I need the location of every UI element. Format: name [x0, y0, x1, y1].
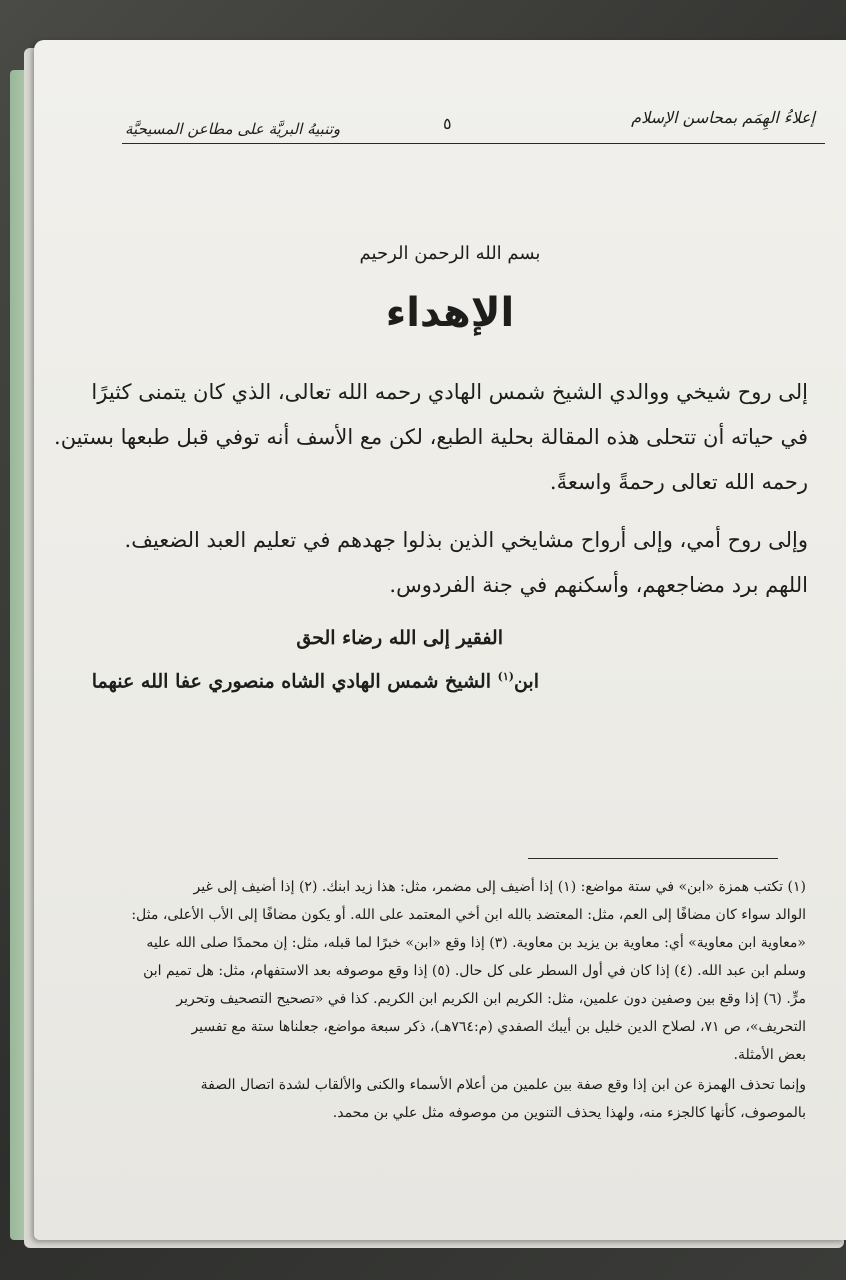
footnote-line: مرٍّ. (٦) إذا وقع بين وصفين دون علمين، مثل: الكريم ابن الكريم ابن الكريم. كذا في «تصحيح التصحيف وتحرير: [176, 991, 806, 1007]
basmala: بسم الله الرحمن الرحيم: [359, 243, 541, 264]
running-header: [125, 104, 825, 140]
text-line: إلى روح شيخي ووالدي الشيخ شمس الهادي رحمه الله تعالى، الذي كان يتمنى كثيرًا: [91, 380, 808, 404]
page-title: الإهداء: [385, 290, 515, 336]
page-number: ٥: [443, 114, 452, 133]
header-book-title: إعلاءُ الهِمَم بمحاسن الإسلام: [631, 108, 815, 127]
footnote-line: الوالد سواء كان مضافًا إلى العم، مثل: المعتضد بالله ابن أخي المعتمد على الله. أو يكون مضافًا إلى الأب الأعلى، مثل:: [131, 907, 806, 923]
signature-line-2: [92, 670, 539, 692]
footnote-marker[interactable]: (١): [497, 670, 514, 683]
footnote-line: وسلم ابن عبد الله. (٤) إذا كان في أول السطر على كل حال. (٥) إذا وقع موصوفه بعد الاستفهام، مثل: هل تميم ابن: [143, 963, 806, 979]
header-divider: [122, 143, 825, 144]
footnotes: [106, 873, 806, 1127]
signature-prefix: ابن: [513, 670, 539, 693]
footnote-line: (١) تكتب همزة «ابن» في ستة مواضع: (١) إذا أضيف إلى مضمر، مثل: هذا زيد ابنك. (٢) إذا أضيف إلى غير: [193, 879, 806, 895]
dedication-paragraph-1: [54, 370, 808, 505]
footnote-line: بعض الأمثلة.: [733, 1047, 806, 1063]
footnote-divider: [528, 858, 778, 859]
signature-name: الشيخ شمس الهادي الشاه منصوري عفا الله عنهما: [91, 670, 498, 693]
text-line: اللهم برد مضاجعهم، وأسكنهم في جنة الفردوس.: [389, 573, 808, 597]
header-book-subtitle: وتنبيهُ البريَّة على مطاعن المسيحيَّة: [125, 120, 341, 138]
text-line: في حياته أن تتحلى هذه المقالة بحلية الطبع، لكن مع الأسف أنه توفي قبل طبعها بستين.: [54, 425, 808, 449]
text-line: رحمه الله تعالى رحمةً واسعةً.: [549, 470, 808, 494]
text-line: وإلى روح أمي، وإلى أرواح مشايخي الذين بذلوا جهدهم في تعليم العبد الضعيف.: [124, 528, 808, 552]
footnote-line: التحريف»، ص ٧١، لصلاح الدين خليل بن أيبك الصفدي (م:٧٦٤هـ)، ذكر سبعة مواضع، جعلناها ستة مع تفسير: [191, 1019, 806, 1035]
footnote-line: «معاوية ابن معاوية» أي: معاوية بن يزيد بن معاوية. (٣) إذا وقع «ابن» خبرًا لما قبله، مثل: إن محمدًا صلى الله عليه: [146, 935, 806, 951]
footnote-line: بالموصوف، كأنها كالجزء منه، ولهذا يحذف التنوين من موصوفه مثل علي بن محمد.: [332, 1105, 806, 1121]
footnote-line: وإنما تحذف الهمزة عن ابن إذا وقع صفة بين علمين من أعلام الأسماء والكنى والألقاب لشدة اتصال الصفة: [200, 1077, 806, 1093]
signature-line-1: الفقير إلى الله رضاء الحق: [296, 627, 503, 649]
dedication-paragraph-2: [108, 518, 808, 608]
